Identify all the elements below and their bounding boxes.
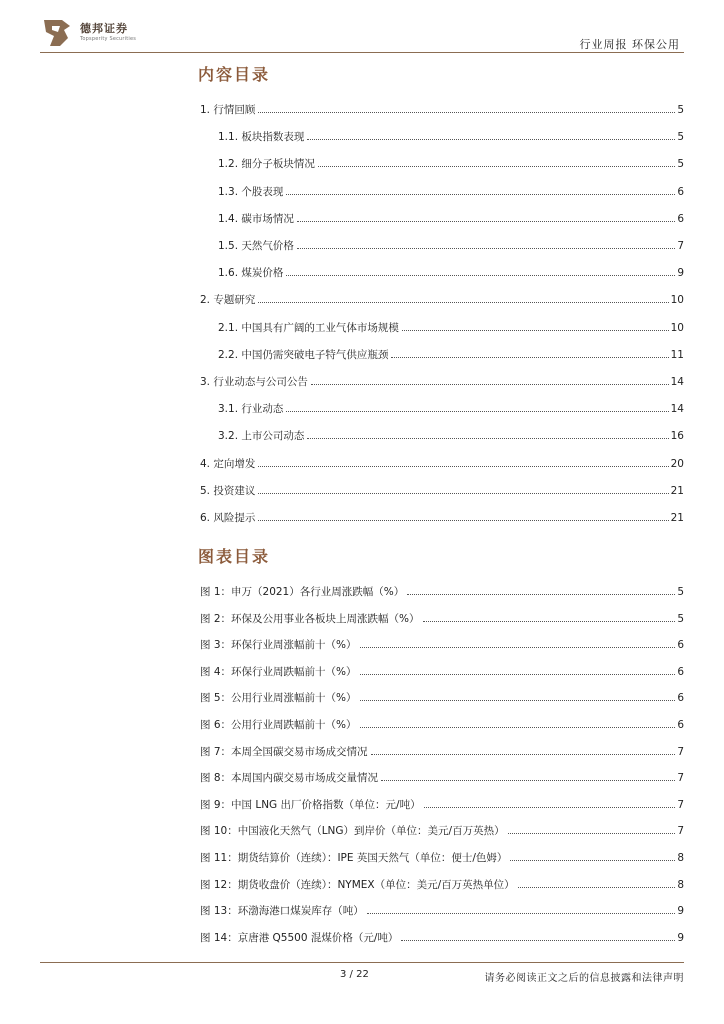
toc-entry[interactable]	[218, 401, 684, 415]
figure-entry[interactable]	[200, 664, 684, 678]
figure-entry-label: 图 14：京唐港 Q5500 混煤价格（元/吨）	[200, 931, 399, 944]
figure-entry[interactable]	[200, 770, 684, 784]
logo-subtitle: Topsperity Securities	[80, 36, 137, 42]
toc-entry[interactable]	[218, 320, 684, 334]
figure-entry[interactable]	[200, 637, 684, 651]
dot-leader	[297, 221, 675, 222]
toc-entry-label: 1.6. 煤炭价格	[218, 267, 284, 280]
figure-entry[interactable]	[200, 690, 684, 704]
toc-entry-page: 21	[670, 512, 684, 524]
dot-leader	[360, 647, 676, 648]
figure-entry-page: 5	[677, 612, 684, 625]
toc-entry[interactable]	[200, 483, 684, 497]
figure-entry-label: 图 10：中国液化天然气（LNG）到岸价（单位：美元/百万英热）	[200, 825, 505, 838]
report-category: 行业周报 环保公用	[579, 38, 680, 51]
figure-entry-page: 7	[677, 745, 684, 758]
dot-leader	[360, 700, 676, 701]
toc-entry-label: 5. 投资建议	[200, 484, 256, 497]
toc-entry-label: 4. 定向增发	[200, 457, 256, 470]
figure-entry-page: 6	[677, 639, 684, 652]
figure-entry[interactable]	[200, 717, 684, 731]
toc-entry-page: 10	[670, 294, 684, 307]
toc-entry[interactable]	[218, 347, 684, 361]
toc-entry[interactable]	[218, 238, 684, 252]
dot-leader	[307, 139, 675, 140]
figure-entry[interactable]	[200, 903, 684, 917]
figure-entry-page: 9	[677, 905, 684, 918]
toc-entry-page: 10	[670, 321, 684, 334]
figure-entry-page: 8	[677, 852, 684, 864]
figure-entry-page: 9	[677, 931, 684, 944]
figure-entry-page: 7	[677, 798, 684, 811]
dot-leader	[402, 330, 669, 331]
toc-entry-page: 16	[670, 430, 684, 443]
dot-leader	[381, 780, 675, 781]
figure-entry-label: 图 3：环保行业周涨幅前十（%）	[200, 639, 357, 652]
dot-leader	[510, 860, 675, 861]
toc-entry[interactable]	[218, 211, 684, 225]
figure-entry-page: 7	[677, 825, 684, 838]
toc-entry[interactable]	[200, 102, 684, 116]
toc-entry-label: 3.1. 行业动态	[218, 403, 284, 416]
figure-entry-label: 图 2：环保及公用事业各板块上周涨跌幅（%）	[200, 612, 420, 625]
toc-entry-page: 5	[677, 158, 684, 171]
figure-entry-label: 图 4：环保行业周跌幅前十（%）	[200, 665, 357, 678]
dot-leader	[258, 112, 675, 113]
toc-entry-label: 1.3. 个股表现	[218, 185, 284, 198]
figure-entry[interactable]	[200, 744, 684, 758]
toc-entry-label: 2. 专题研究	[200, 294, 256, 307]
dot-leader	[297, 248, 675, 249]
figure-entry[interactable]	[200, 611, 684, 625]
dot-leader	[391, 357, 668, 358]
toc-entry[interactable]	[200, 292, 684, 306]
figure-entry-label: 图 12：期货收盘价（连续）：NYMEX（单位：美元/百万英热单位）	[200, 878, 515, 891]
figure-entry-label: 图 1：申万（2021）各行业周涨跌幅（%）	[200, 586, 405, 598]
toc-entry[interactable]	[200, 456, 684, 470]
figure-entry-page: 6	[677, 665, 684, 678]
toc-entry-page: 7	[677, 240, 684, 252]
dot-leader	[286, 275, 675, 276]
toc-entry-page: 5	[677, 104, 684, 116]
dot-leader	[367, 913, 676, 914]
toc-entry[interactable]	[218, 156, 684, 170]
dot-leader	[258, 466, 668, 467]
dot-leader	[423, 621, 676, 622]
toc-entry-page: 6	[677, 185, 684, 198]
dot-leader	[360, 727, 676, 728]
dot-leader	[307, 438, 668, 439]
dot-leader	[401, 940, 675, 941]
toc-title: 内容目录	[198, 65, 271, 84]
toc-entry[interactable]	[218, 428, 684, 442]
toc-entry[interactable]	[200, 510, 684, 524]
page-number: 3 / 22	[340, 969, 369, 980]
header-divider	[40, 52, 684, 53]
toc-entry-label: 2.2. 中国仍需突破电子特气供应瓶颈	[218, 348, 389, 361]
figure-entry-page: 6	[677, 719, 684, 731]
figure-entry[interactable]	[200, 877, 684, 891]
dot-leader	[258, 520, 668, 521]
figure-entry-label: 图 9：中国 LNG 出厂价格指数（单位：元/吨）	[200, 798, 421, 811]
dot-leader	[407, 594, 675, 595]
toc-entry-label: 2.1. 中国具有广阔的工业气体市场规模	[218, 321, 399, 334]
toc-entry-label: 1.1. 板块指数表现	[218, 131, 305, 144]
figure-entry[interactable]	[200, 823, 684, 837]
figure-entry-page: 6	[677, 692, 684, 705]
toc-entry-page: 11	[670, 348, 684, 361]
figure-entry-label: 图 8：本周国内碳交易市场成交量情况	[200, 772, 379, 785]
figure-entry[interactable]	[200, 850, 684, 864]
toc-entry-label: 6. 风险提示	[200, 512, 256, 524]
logo-name: 德邦证券	[80, 22, 128, 35]
toc-entry-page: 5	[677, 131, 684, 144]
company-logo	[40, 16, 180, 50]
dot-leader	[311, 384, 669, 385]
legal-disclaimer: 请务必阅读正文之后的信息披露和法律声明	[484, 973, 684, 984]
dot-leader	[508, 833, 676, 834]
figure-entry-label: 图 5：公用行业周涨幅前十（%）	[200, 692, 357, 705]
figure-entry-label: 图 11：期货结算价（连续）：IPE 英国天然气（单位：便士/色姆）	[200, 852, 508, 864]
toc-entry-page: 20	[670, 457, 684, 470]
toc-entry-page: 9	[677, 267, 684, 280]
dot-leader	[360, 674, 676, 675]
dot-leader	[318, 166, 675, 167]
dot-leader	[258, 493, 668, 494]
toc-entry-label: 1. 行情回顾	[200, 104, 256, 116]
dot-leader	[286, 194, 675, 195]
figures-title: 图表目录	[198, 547, 271, 566]
figure-entry-label: 图 13：环渤海港口煤炭库存（吨）	[200, 905, 364, 918]
figure-entry[interactable]	[200, 797, 684, 811]
toc-entry-label: 1.2. 细分子板块情况	[218, 158, 315, 171]
figure-entry-page: 5	[677, 586, 684, 598]
toc-entry[interactable]	[200, 374, 684, 388]
toc-entry-page: 21	[670, 484, 684, 497]
figure-entry-page: 8	[677, 878, 684, 891]
dot-leader	[424, 807, 676, 808]
dot-leader	[371, 754, 676, 755]
toc-entry-page: 14	[670, 376, 684, 388]
figure-entry[interactable]	[200, 584, 684, 598]
toc-entry-page: 6	[677, 212, 684, 225]
toc-entry[interactable]	[218, 129, 684, 143]
toc-entry[interactable]	[218, 265, 684, 279]
toc-entry-label: 3.2. 上市公司动态	[218, 430, 305, 443]
dot-leader	[518, 887, 676, 888]
dot-leader	[258, 302, 668, 303]
logo-icon	[40, 16, 74, 50]
figure-entry[interactable]	[200, 930, 684, 944]
toc-entry-label: 3. 行业动态与公司公告	[200, 376, 308, 388]
toc-entry-page: 14	[670, 403, 684, 416]
toc-entry-label: 1.4. 碳市场情况	[218, 212, 294, 225]
footer-divider	[40, 962, 684, 963]
figure-entry-page: 7	[677, 772, 684, 785]
toc-entry[interactable]	[218, 184, 684, 198]
figure-entry-label: 图 7：本周全国碳交易市场成交情况	[200, 745, 368, 758]
toc-entry-label: 1.5. 天然气价格	[218, 240, 294, 252]
figure-entry-label: 图 6：公用行业周跌幅前十（%）	[200, 719, 357, 731]
dot-leader	[286, 411, 668, 412]
